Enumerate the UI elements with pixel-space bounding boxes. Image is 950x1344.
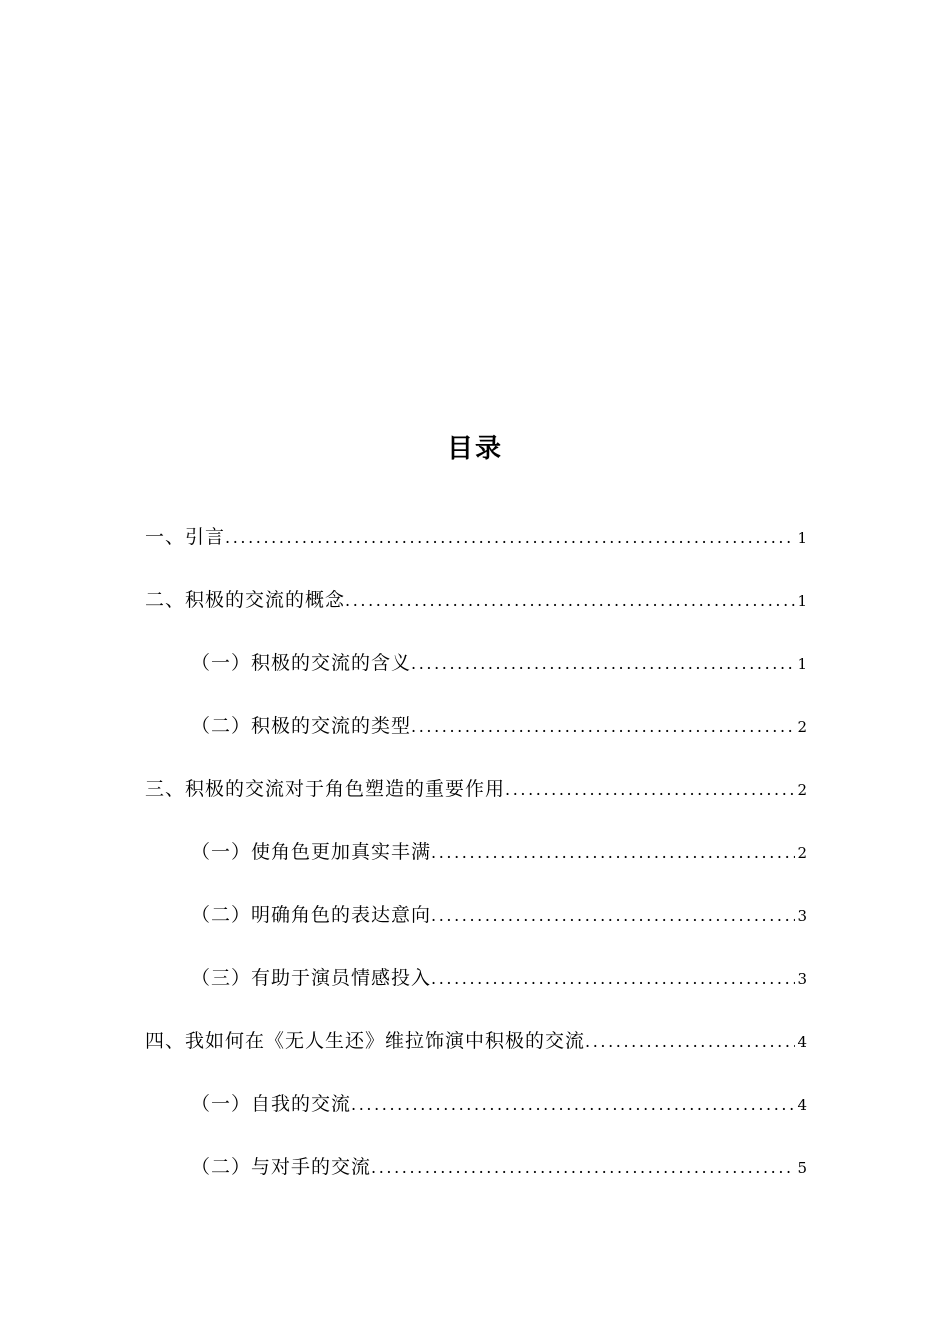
toc-entry-text: 一、引言 <box>145 526 226 548</box>
toc-page-number: 2 <box>797 844 807 862</box>
toc-dot-leader <box>225 517 795 559</box>
toc-dot-leader <box>431 832 795 874</box>
toc-entry-text: （一）使角色更加真实丰满 <box>191 841 432 863</box>
toc-title: 目录 <box>446 434 503 464</box>
toc-entry-realistic[interactable] <box>145 831 807 894</box>
toc-entry-text: 三、积极的交流对于角色塑造的重要作用 <box>145 778 506 800</box>
toc-page-number: 2 <box>797 718 807 736</box>
toc-entry-importance[interactable] <box>145 768 807 831</box>
toc-entry-introduction[interactable] <box>145 516 807 579</box>
toc-entry-text: （一）积极的交流的含义 <box>191 652 412 674</box>
toc-entry-emotion[interactable] <box>145 957 807 1020</box>
toc-page-number: 2 <box>797 781 807 799</box>
toc-entry-partner-communication[interactable] <box>145 1146 807 1209</box>
toc-page-number: 4 <box>797 1096 807 1114</box>
toc-entry-meaning[interactable] <box>145 642 807 705</box>
toc-page-number: 5 <box>797 1159 807 1177</box>
toc-dot-leader <box>411 643 795 685</box>
toc-page-number: 1 <box>797 529 807 547</box>
table-of-contents <box>145 516 807 1209</box>
toc-entry-types[interactable] <box>145 705 807 768</box>
toc-entry-text: （一）自我的交流 <box>191 1093 352 1115</box>
toc-entry-text: （二）明确角色的表达意向 <box>191 904 432 926</box>
toc-entry-text: 二、积极的交流的概念 <box>145 589 346 611</box>
toc-entry-self-communication[interactable] <box>145 1083 807 1146</box>
toc-dot-leader <box>345 580 795 622</box>
toc-dot-leader <box>371 1147 795 1189</box>
toc-entry-text: （三）有助于演员情感投入 <box>191 967 432 989</box>
toc-page-number: 1 <box>797 655 807 673</box>
toc-entry-text: （二）与对手的交流 <box>191 1156 372 1178</box>
toc-page-number: 4 <box>797 1033 807 1051</box>
toc-page-number: 1 <box>797 592 807 610</box>
toc-page-number: 3 <box>797 970 807 988</box>
toc-page-number: 3 <box>797 907 807 925</box>
toc-entry-text: 四、我如何在《无人生还》维拉饰演中积极的交流 <box>145 1030 586 1052</box>
toc-entry-intention[interactable] <box>145 894 807 957</box>
toc-entry-vera-role[interactable] <box>145 1020 807 1083</box>
toc-dot-leader <box>431 895 795 937</box>
toc-dot-leader <box>411 706 795 748</box>
toc-dot-leader <box>351 1084 795 1126</box>
toc-dot-leader <box>505 769 795 811</box>
toc-entry-text: （二）积极的交流的类型 <box>191 715 412 737</box>
toc-entry-concept[interactable] <box>145 579 807 642</box>
toc-dot-leader <box>431 958 795 1000</box>
toc-dot-leader <box>585 1021 795 1063</box>
